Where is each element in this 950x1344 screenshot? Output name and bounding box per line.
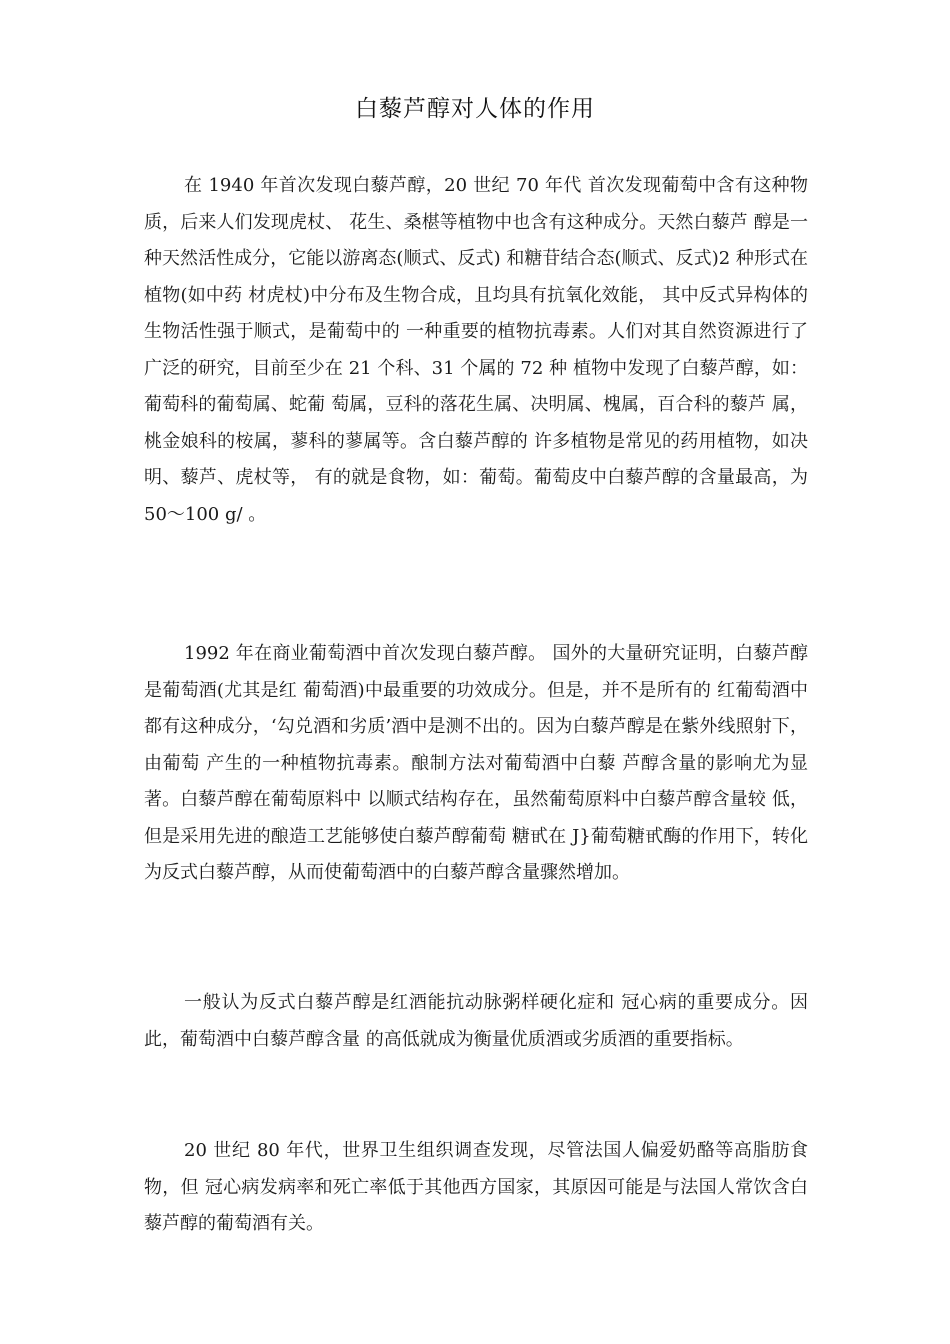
paragraph-discovery: 在 1940 年首次发现白藜芦醇，20 世纪 70 年代 首次发现葡萄中含有这种物质，后来人们发现虎杖、 花生、桑椹等植物中也含有这种成分。天然白藜芦 醇是一种天然活性成分，它能以游离态(顺式、反式) 和糖苷结合态(顺式、反式)2 种形式在植物(如中药 材虎杖)中分布及生物合成，且均具有抗氧化效能， 其中反式异构体的生物活性强于顺式，是葡萄中的 一种重要的植物抗毒素。人们对其自然资源进行了 广泛的研究，目前至少在 21 个科、31 个属的 72 种 植物中发现了白藜芦醇，如：葡萄科的葡萄属、蛇葡 萄属，豆科的落花生属、决明属、槐属，百合科的藜芦 属，桃金娘科的桉属，蓼科的蓼属等。含白藜芦醇的 许多植物是常见的药用植物，如决明、藜芦、虎杖等， 有的就是食物，如：葡萄。葡萄皮中白藜芦醇的含量最高，为 50～100 g/ 。 [144, 175, 808, 525]
paragraph-wine: 1992 年在商业葡萄酒中首次发现白藜芦醇。 国外的大量研究证明，白藜芦醇是葡萄酒(尤其是红 葡萄酒)中最重要的功效成分。但是，并不是所有的 红葡萄酒中都有这种成分，‘勾兑酒和劣质’酒中是测不出的。因为白藜芦醇是在紫外线照射下，由葡萄 产生的一种植物抗毒素。酿制方法对葡萄酒中白藜 芦醇含量的影响尤为显著。白藜芦醇在葡萄原料中 以顺式结构存在，虽然葡萄原料中白藜芦醇含量较 低，但是采用先进的酿造工艺能够使白藜芦醇葡萄 糖甙在 J}葡萄糖甙酶的作用下，转化为反式白藜芦醇，从而使葡萄酒中的白藜芦醇含量骤然增加。 [144, 643, 808, 883]
paragraph-heart-disease: 一般认为反式白藜芦醇是红酒能抗动脉粥样硬化症和 冠心病的重要成分。因此，葡萄酒中白藜芦醇含量 的高低就成为衡量优质酒或劣质酒的重要指标。 [144, 992, 808, 1050]
document-title: 白藜芦醇对人体的作用 [355, 96, 595, 122]
paragraph-who-survey: 20 世纪 80 年代，世界卫生组织调查发现，尽管法国人偏爱奶酪等高脂肪食物，但 冠心病发病率和死亡率低于其他西方国家，其原因可能是与法国人常饮含白藜芦醇的葡萄酒有关。 [144, 1140, 808, 1234]
